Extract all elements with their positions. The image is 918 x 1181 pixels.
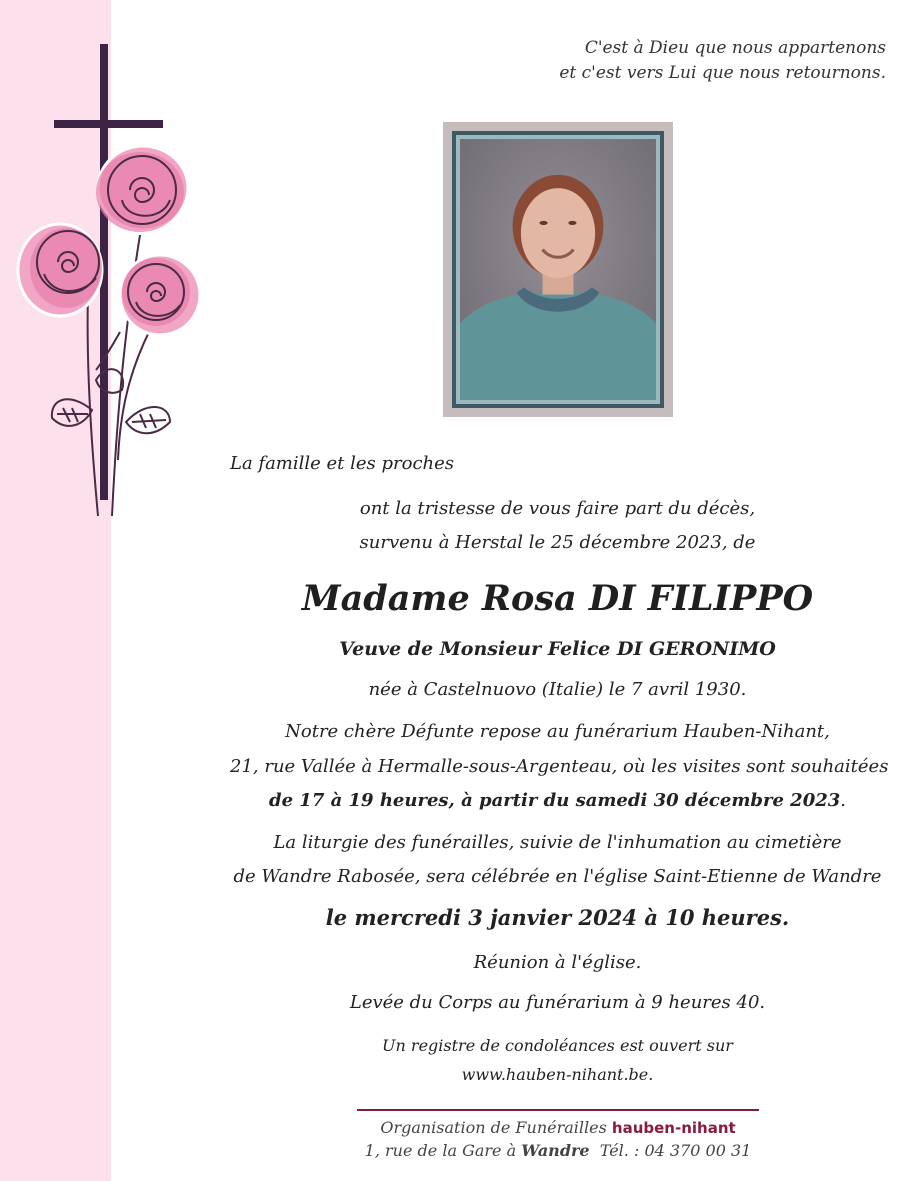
verse-line-1: C'est à Dieu que nous appartenons [584, 38, 886, 58]
verse-line-2: et c'est vers Lui que nous retournons. [559, 63, 886, 83]
widow-of: Veuve de Monsieur Felice DI GERONIMO [339, 638, 776, 660]
organizer-brand-logo: hauben-nihant [611, 1119, 736, 1137]
organizer-address [357, 1141, 759, 1160]
announcement-intro: La famille et les proches [230, 453, 455, 474]
announcement-line-1: ont la tristesse de vous faire part du décès, [359, 498, 756, 519]
organizer-prefix: Organisation de Funérailles [380, 1118, 607, 1137]
registry-website[interactable]: www.hauben-nihant.be. [461, 1065, 654, 1084]
funeral-date: le mercredi 3 janvier 2024 à 10 heures. [325, 905, 790, 930]
registry-line: Un registre de condoléances est ouvert sur [382, 1036, 733, 1055]
deceased-name: Madame Rosa DI FILIPPO [301, 578, 814, 619]
roses-icon [18, 146, 200, 516]
body-departure: Levée du Corps au funérarium à 9 heures 40. [349, 992, 766, 1013]
cross-and-roses-illustration [0, 30, 220, 530]
portrait-photo [460, 139, 656, 400]
organizer-line [357, 1118, 759, 1137]
organizer-phone: Tél. : 04 370 00 31 [599, 1141, 752, 1160]
portrait-frame [443, 122, 673, 417]
announcement-line-2: survenu à Herstal le 25 décembre 2023, de [359, 532, 756, 553]
visits-line-3 [230, 790, 885, 811]
funeral-line-1: La liturgie des funérailles, suivie de l'inhumation au cimetière [273, 832, 842, 853]
religious-verse [559, 36, 886, 86]
visits-period: . [840, 790, 846, 811]
funeral-line-2: de Wandre Rabosée, sera célébrée en l'église Saint-Etienne de Wandre [233, 866, 882, 887]
visits-hours: de 17 à 19 heures, à partir du samedi 30 décembre 2023 [268, 790, 841, 811]
address-town: Wandre [521, 1141, 590, 1160]
footer-divider [357, 1109, 759, 1111]
visits-line-1: Notre chère Défunte repose au funérarium Hauben-Nihant, [285, 721, 830, 742]
birth-info: née à Castelnuovo (Italie) le 7 avril 1930. [368, 679, 747, 700]
visits-line-2: 21, rue Vallée à Hermalle-sous-Argenteau, où les visites sont souhaitées [230, 756, 889, 777]
address-start: 1, rue de la Gare à [364, 1141, 517, 1160]
meeting-place: Réunion à l'église. [473, 952, 642, 973]
